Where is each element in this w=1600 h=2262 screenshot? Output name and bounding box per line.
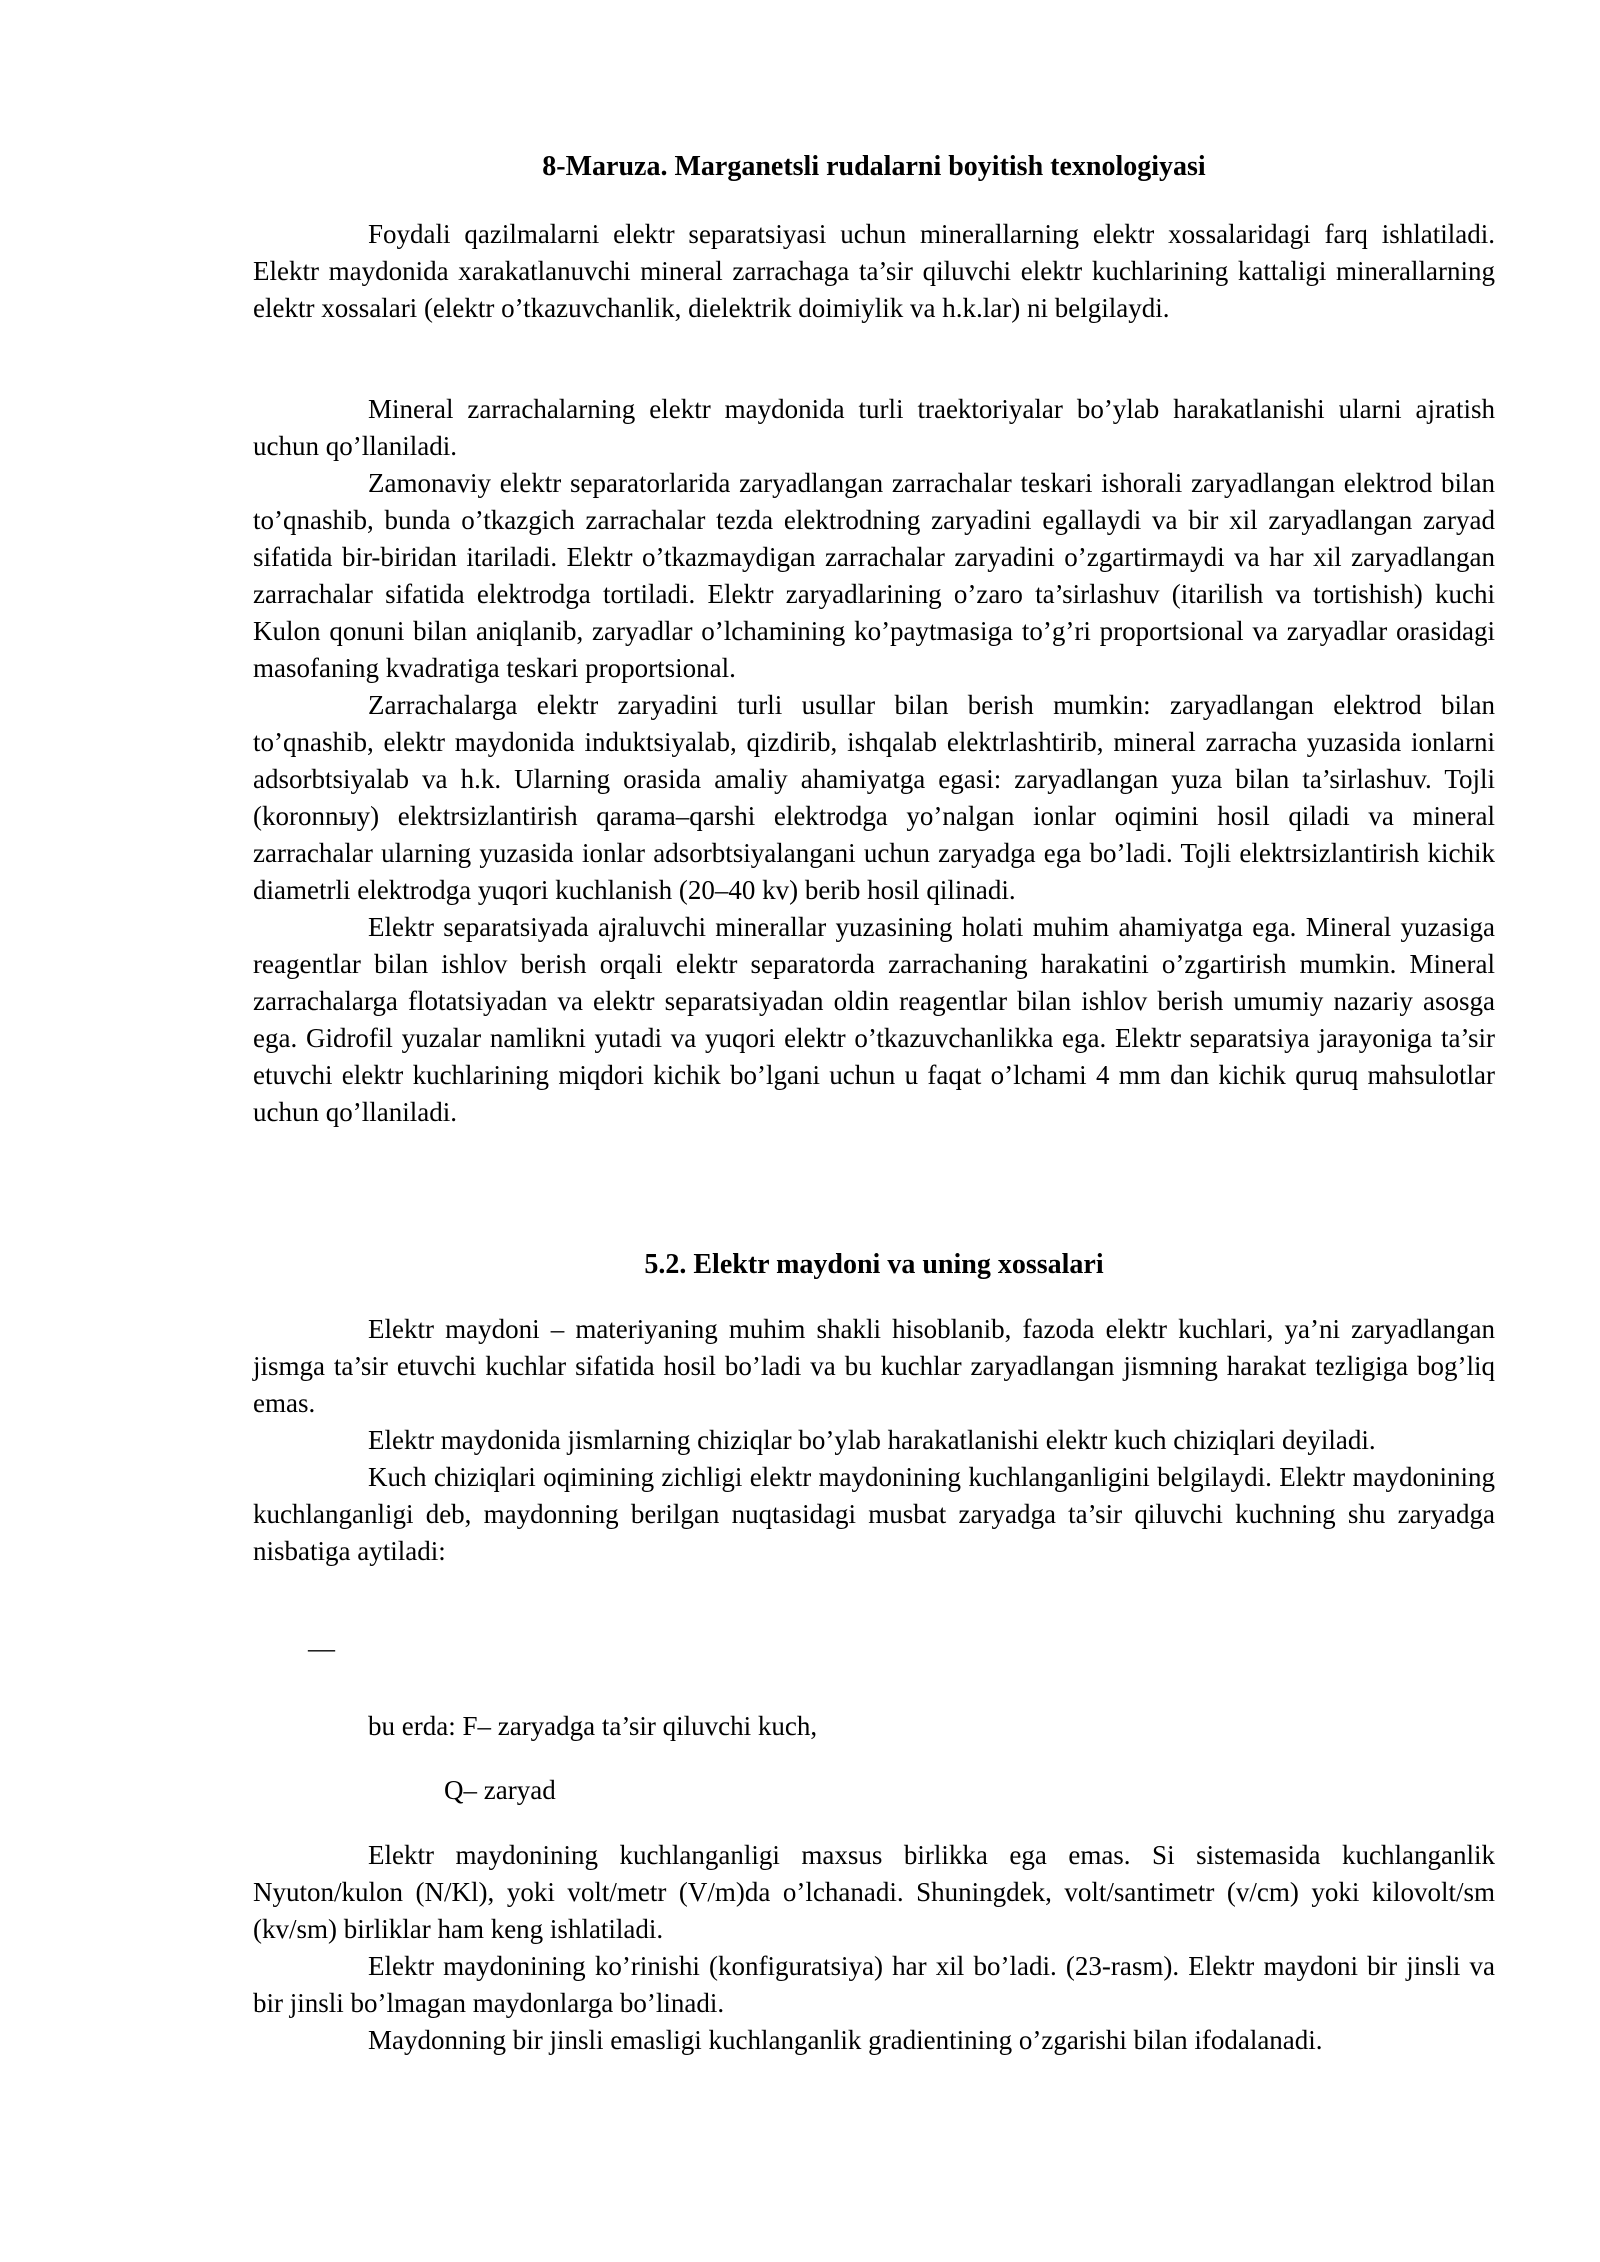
paragraph-field-definition: Elektr maydoni – materiyaning muhim shakli hisoblanib, fazoda elektr kuchlari, ya’ni zaryadlangan jismga ta’sir etuvchi kuchlar sifatida hosil bo’ladi va bu kuchlar zaryadlangan jismning harakat tezligiga bog’liq emas.	[253, 1314, 1495, 1418]
paragraph-modern-separators: Zamonaviy elektr separatorlarida zaryadlangan zarrachalar teskari ishorali zaryadlangan elektrod bilan to’qnashib, bunda o’tkazgich zarrachalar tezda elektrodning zaryadini egallaydi va bir xil zaryadlangan zaryad sifatida bir-biridan itariladi. Elektr o’tkazmaydigan zarrachalar zaryadini o’zgartirmaydi va har xil zaryadlangan zarrachalar sifatida elektrodga tortiladi. Elektr zaryadlarining o’zaro ta’sirlashuv (itarilish va tortishish) kuchi Kulon qonuni bilan aniqlanib, zaryadlar o’lchamining ko’paytmasiga to’g’ri proportsional va zaryadlar orasidagi masofaning kvadratiga teskari proportsional.	[253, 468, 1495, 683]
section-3-block	[253, 1837, 1495, 2059]
paragraph-surface-state: Elektr separatsiyada ajraluvchi minerallar yuzasining holati muhim ahamiyatga ega. Mineral yuzasiga reagentlar bilan ishlov berish orqali elektr separatorda zarrachaning harakatini o’zgartirish mumkin. Mineral zarrachalarga flotatsiyadan va elektr separatsiyadan oldin reagentlar bilan ishlov berish umumiy nazariy asosga ega. Gidrofil yuzalar namlikni yutadi va yuqori elektr o’tkazuvchanlikka ega. Elektr separatsiya jarayoniga ta’sir etuvchi elektr kuchlarining miqdori kichik bo’lgani uchun u faqat o’lchami 4 mm dan kichik quruq mahsulotlar uchun qo’llaniladi.	[253, 912, 1495, 1127]
paragraph-intro: Foydali qazilmalarni elektr separatsiyasi uchun minerallarning elektr xossalaridagi farq ishlatiladi. Elektr maydonida xarakatlanuvchi mineral zarrachaga ta’sir qiluvchi elektr kuchlarining kattaligi minerallarning elektr xossalari (elektr o’tkazuvchanlik, dielektrik doimiylik va h.k.lar) ni belgilaydi.	[253, 219, 1495, 323]
paragraph-units: Elektr maydonining kuchlanganligi maxsus birlikka ega emas. Si sistemasida kuchlanganlik Nyuton/kulon (N/Kl), yoki volt/metr (V/m)da o’lchanadi. Shuningdek, volt/santimetr (v/cm) yoki kilovolt/sm (kv/sm) birliklar ham keng ishlatiladi.	[253, 1840, 1495, 1944]
paragraph-charging-methods: Zarrachalarga elektr zaryadini turli usullar bilan berish mumkin: zaryadlangan elektrod bilan to’qnashib, elektr maydonida induktsiyalab, qizdirib, ishqalab elektrlashtirib, mineral zarracha yuzasida ionlarni adsorbtsiyalab va h.k. Ularning orasida amaliy ahamiyatga egasi: zaryadlangan yuza bilan ta’sirlashuv. Tojli (koronnыy) elektrsizlantirish qarama–qarshi elektrodga yo’nalgan ionlar oqimini hosil qiladi va mineral zarrachalar ularning yuzasida ionlar adsorbtsiyalangani uchun zaryadga ega bo’ladi. Tojli elektrsizlantirish kichik diametrli elektrodga yuqori kuchlanish (20–40 kv) berib hosil qilinadi.	[253, 690, 1495, 905]
paragraph-field-lines: Elektr maydonida jismlarning chiziqlar bo’ylab harakatlanishi elektr kuch chiziqlari deyiladi.	[368, 1425, 1376, 1455]
definition-charge: Q– zaryad	[444, 1775, 556, 1805]
paragraph-trajectory: Mineral zarrachalarning elektr maydonida turli traektoriyalar bo’ylab harakatlanishi ularni ajratish uchun qo’llaniladi.	[253, 394, 1495, 461]
definition-force: bu erda: F– zaryadga ta’sir qiluvchi kuch,	[368, 1711, 818, 1741]
section-2-block	[253, 1311, 1495, 1570]
paragraph-nonuniformity: Maydonning bir jinsli emasligi kuchlanganlik gradientining o’zgarishi bilan ifodalanadi.	[368, 2025, 1323, 2055]
formula-placeholder: —	[308, 1633, 335, 1663]
paragraph-field-strength: Kuch chiziqlari oqimining zichligi elektr maydonining kuchlanganligini belgilaydi. Elektr maydonining kuchlanganligi deb, maydonning berilgan nuqtasidagi musbat zaryadga ta’sir qiluvchi kuchning shu zaryadga nisbatiga aytiladi:	[253, 1462, 1495, 1566]
paragraph-configuration: Elektr maydonining ko’rinishi (konfiguratsiya) har xil bo’ladi. (23-rasm). Elektr maydoni bir jinsli va bir jinsli bo’lmagan maydonlarga bo’linadi.	[253, 1951, 1495, 2018]
section-1-block-a	[253, 216, 1495, 327]
section-2-title: 5.2. Elektr maydoni va uning xossalari	[644, 1249, 1104, 1280]
lecture-title: 8-Maruza. Marganetsli rudalarni boyitish texnologiyasi	[542, 151, 1206, 182]
section-1-block-b	[253, 391, 1495, 1131]
